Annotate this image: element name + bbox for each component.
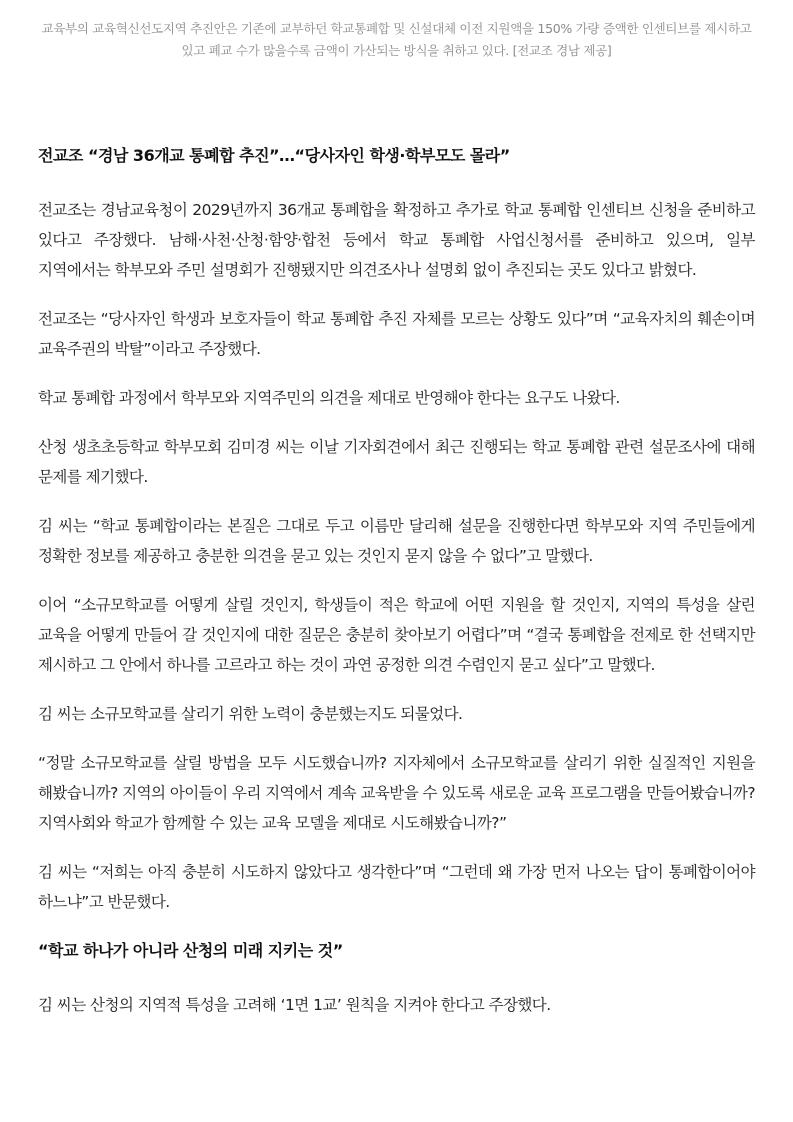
paragraph: 산청 생초초등학교 학부모회 김미경 씨는 이날 기자회견에서 최근 진행되는 학교 통폐합 관련 설문조사에 대해 문제를 제기했다. [38,438,755,486]
paragraph: 학교 통폐합 과정에서 학부모와 지역주민의 의견을 제대로 반영해야 한다는 요구도 나왔다. [38,389,620,407]
section-heading: 전교조 “경남 36개교 통폐합 추진”…“당사자인 학생·학부모도 몰라” [38,146,510,165]
section-heading: “학교 하나가 아니라 산청의 미래 지키는 것” [38,941,343,960]
paragraph: 이어 “소규모학교를 어떻게 살릴 것인지, 학생들이 적은 학교에 어떤 지원을 할 것인지, 지역의 특성을 살린 교육을 어떻게 만들어 갈 것인지에 대한 질문은 충분히 찾아보기 어렵다”며 “결국 통폐합을 전제로 한 선택지만 제시하고 그 안에서 하나를 고르라고 하는 것이 과연 공정한 의견 수렴인지 묻고 싶다”고 말했다. [38,596,755,674]
paragraph: 김 씨는 “학교 통폐합이라는 본질은 그대로 두고 이름만 달리해 설문을 진행한다면 학부모와 지역 주민들에게 정확한 정보를 제공하고 충분한 의견을 묻고 있는 것인지 묻지 않을 수 없다”고 말했다. [38,517,755,565]
paragraph: 전교조는 경남교육청이 2029년까지 36개교 통폐합을 확정하고 추가로 학교 통폐합 인센티브 신청을 준비하고 있다고 주장했다. 남해·사천·산청·함양·합천 등에서 학교 통폐합 사업신청서를 준비하고 있으며, 일부 지역에서는 학부모와 주민 설명회가 진행됐지만 의견조사나 설명회 없이 추진되는 곳도 있다고 밝혔다. [38,201,755,279]
paragraph: 김 씨는 산청의 지역적 특성을 고려해 ‘1면 1교’ 원칙을 지켜야 한다고 주장했다. [38,996,551,1014]
paragraph: 김 씨는 “저희는 아직 충분히 시도하지 않았다고 생각한다”며 “그런데 왜 가장 먼저 나오는 답이 통폐합이어야 하느냐”고 반문했다. [38,863,755,911]
photo-caption: 교육부의 교육혁신선도지역 추진안은 기존에 교부하던 학교통폐합 및 신설대체 이전 지원액을 150% 가량 증액한 인센티브를 제시하고 있고 폐교 수가 많을수록 금액이 가산되는 방식을 취하고 있다. [전교조 경남 제공] [41,21,752,58]
paragraph: 김 씨는 소규모학교를 살리기 위한 노력이 충분했는지도 되물었다. [38,705,463,723]
paragraph: 전교조는 “당사자인 학생과 보호자들이 학교 통폐합 추진 자체를 모르는 상황도 있다”며 “교육자치의 훼손이며 교육주권의 박탈”이라고 주장했다. [38,310,755,358]
article-body [38,141,755,1020]
quote-paragraph: “정말 소규모학교를 살릴 방법을 모두 시도했습니까? 지자체에서 소규모학교를 살리기 위한 실질적인 지원을 해봤습니까? 지역의 아이들이 우리 지역에서 계속 교육받을 수 있도록 새로운 교육 프로그램을 만들어봤습니까? 지역사회와 학교가 함께할 수 있는 교육 모델을 제대로 시도해봤습니까?” [38,754,755,832]
